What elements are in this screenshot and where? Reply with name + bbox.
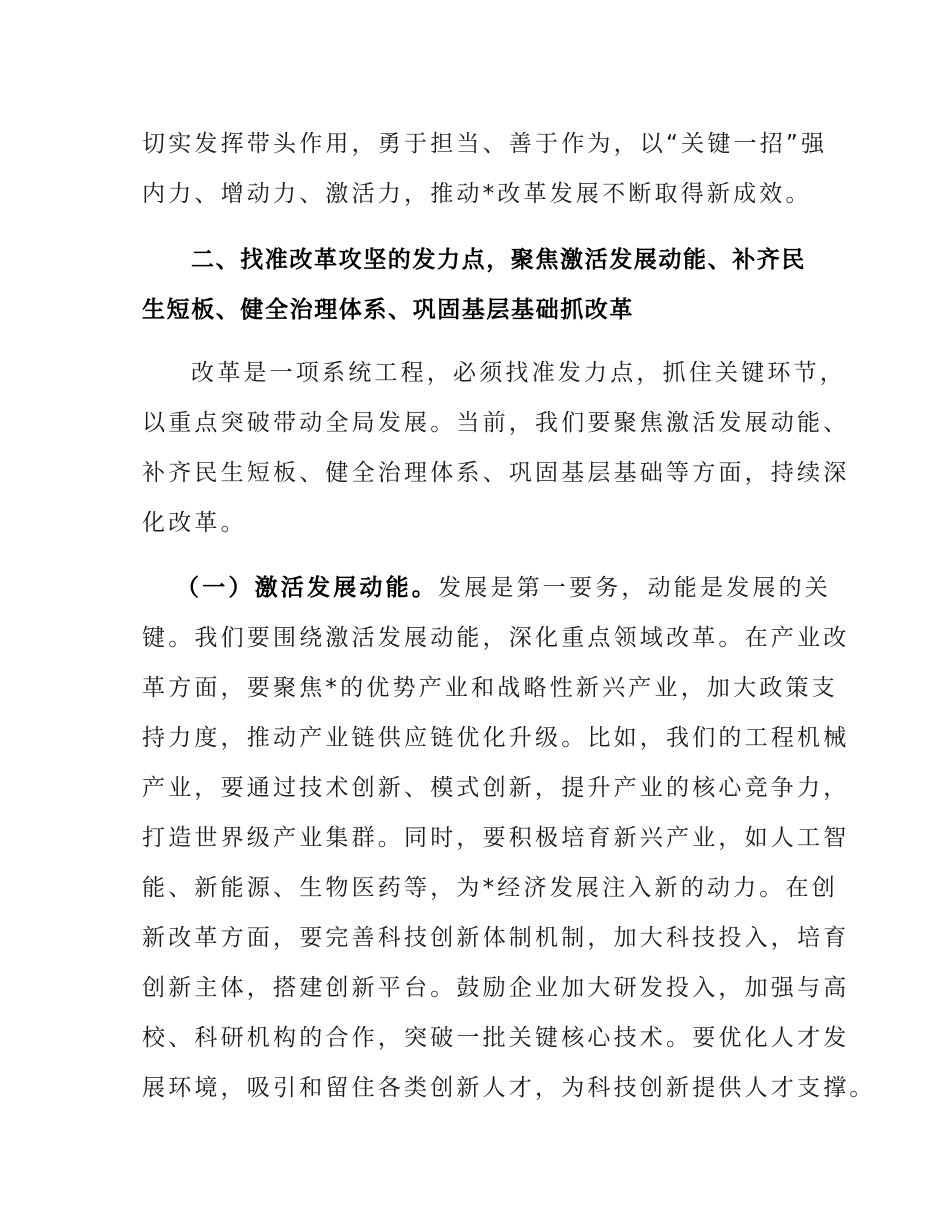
subsection-first-line-text: 发展是第一要务，动能是发展的关 bbox=[438, 575, 831, 601]
paragraph-line: 化改革。 bbox=[142, 510, 247, 536]
paragraph-line: 新改革方面，要完善科技创新体制机制，加大科技投入，培育 bbox=[142, 925, 850, 951]
subsection-title: （一）激活发展动能。 bbox=[176, 575, 438, 601]
paragraph-line: 产业，要通过技术创新、模式创新，提升产业的核心竞争力， bbox=[142, 775, 850, 801]
paragraph-line: 打造世界级产业集群。同时，要积极培育新兴产业，如人工智 bbox=[142, 825, 850, 851]
paragraph-line: 键。我们要围绕激活发展动能，深化重点领域改革。在产业改 bbox=[142, 625, 850, 651]
paragraph-line: 革方面，要聚焦*的优势产业和战略性新兴产业，加大政策支 bbox=[142, 675, 838, 701]
paragraph-line: 展环境，吸引和留住各类创新人才，为科技创新提供人才支撑。 bbox=[142, 1075, 876, 1101]
paragraph-line: 补齐民生短板、健全治理体系、巩固基层基础等方面，持续深 bbox=[142, 460, 850, 486]
paragraph-line: 切实发挥带头作用，勇于担当、善于作为，以“关键一招”强 bbox=[142, 131, 828, 157]
paragraph-line: 创新主体，搭建创新平台。鼓励企业加大研发投入，加强与高 bbox=[142, 975, 850, 1001]
paragraph-line: 校、科研机构的合作，突破一批关键核心技术。要优化人才发 bbox=[142, 1025, 850, 1051]
section-heading-line: 生短板、健全治理体系、巩固基层基础抓改革 bbox=[142, 297, 634, 323]
paragraph-line: 以重点突破带动全局发展。当前，我们要聚焦激活发展动能、 bbox=[142, 410, 850, 436]
paragraph-line: 持力度，推动产业链供应链优化升级。比如，我们的工程机械 bbox=[142, 725, 850, 751]
paragraph-line: 改革是一项系统工程，必须找准发力点，抓住关键环节， bbox=[191, 360, 846, 386]
section-heading-line: 二、找准改革攻坚的发力点，聚焦激活发展动能、补齐民 bbox=[191, 247, 806, 273]
paragraph-line: 内力、增动力、激活力，推动*改革发展不断取得新成效。 bbox=[142, 181, 812, 207]
paragraph-line: 能、新能源、生物医药等，为*经济发展注入新的动力。在创 bbox=[142, 875, 838, 901]
subsection-first-line bbox=[176, 573, 831, 603]
